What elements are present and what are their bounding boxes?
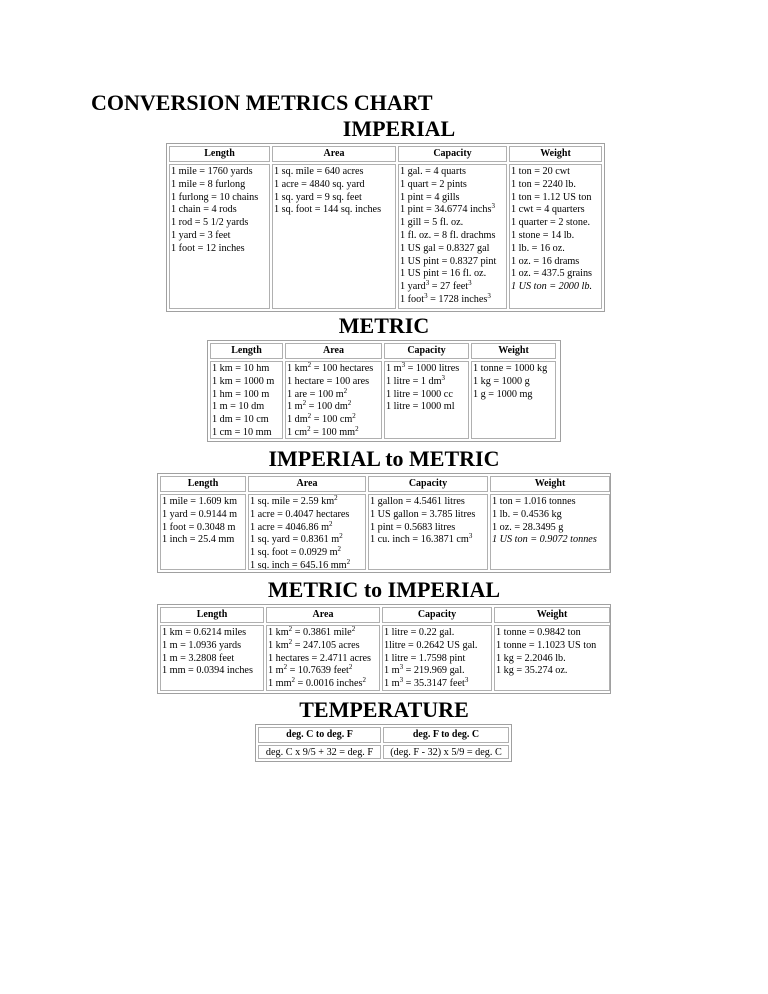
column-header: Weight (490, 476, 610, 492)
metric-table (207, 340, 561, 442)
conversion-line: 1 pint = 34.6774 inchs$^3$ (400, 202, 495, 216)
conversion-line: 1 $km^2 = 100$ hectares (287, 361, 374, 374)
metric-to-imperial-table (157, 604, 611, 694)
conversion-line: 1litre = 0.2642 US gal. (384, 639, 478, 651)
conversion-line: 1 km = 1000 m (212, 375, 275, 387)
column-header: Capacity (368, 476, 488, 492)
conversion-line: 1 fl. oz. = 8 fl. drachms (400, 229, 496, 241)
conversion-line: 1 $m^2 = 100$ $dm^2$ (287, 399, 352, 413)
conversion-line: 1 sq. inch = 645.16 $mm^2$ (250, 557, 351, 570)
table-cell (258, 745, 381, 759)
conversion-line: 1 ton = 2240 lb. (511, 178, 576, 190)
column-header: Weight (471, 343, 556, 359)
conversion-line: 1 gallon = 4.5461 litres (370, 496, 465, 507)
conversion-line: 1 chain = 4 rods (171, 204, 237, 216)
conversion-line: 1 $m^2 = 10.7639$ feet$^2$ (268, 663, 353, 677)
conversion-line: 1 acre = 4046.86 $m^2$ (250, 519, 333, 533)
metric-heading: METRIC (338, 313, 430, 338)
column-header: Length (210, 343, 283, 359)
table-cell (398, 164, 507, 309)
conversion-line: 1 foot = 12 inches (171, 242, 245, 254)
conversion-line: 1 ton = 1.12 US ton (511, 191, 592, 203)
conversion-line: 1 rod = 5 1/2 yards (171, 217, 249, 229)
column-header: Capacity (398, 146, 507, 162)
imperial-to-metric-heading: IMPERIAL to METRIC (268, 446, 500, 471)
table-cell (160, 625, 264, 691)
conversion-line: 1 kg = 2.2046 lb. (496, 652, 566, 664)
conversion-line: 1 km = 0.6214 miles (162, 627, 247, 638)
column-header: Weight (509, 146, 602, 162)
conversion-line: 1 furlong = 10 chains (171, 191, 259, 203)
conversion-line: 1 litre = 1000 cc (386, 388, 453, 400)
conversion-line: 1 dm = 10 cm (212, 414, 269, 426)
conversion-line: 1 ton = 20 cwt (511, 166, 570, 177)
conversion-line: deg. C x 9/5 + 32 = deg. F (265, 747, 374, 758)
page-title: CONVERSION METRICS CHART (91, 90, 433, 115)
conversion-line: 1 $dm^2 = 100$ $cm^2$ (287, 412, 356, 426)
conversion-line: 1 $km^2 = 0.3861$ mile$^2$ (268, 625, 356, 638)
conversion-line: 1 quart = 2 pints (400, 178, 467, 190)
conversion-line: 1 m = 10 dm (212, 401, 265, 413)
conversion-line: 1 hectares = 2.4711 acres (268, 652, 371, 664)
conversion-line: 1 mile = 8 furlong (171, 178, 246, 190)
table-cell (471, 361, 556, 439)
conversion-line: 1 m = 1.0936 yards (162, 639, 242, 651)
column-header: Capacity (384, 343, 469, 359)
imperial-table (166, 143, 605, 312)
column-header: Length (160, 607, 264, 623)
table-cell (169, 164, 270, 309)
conversion-line: 1 m = 3.2808 feet (162, 652, 235, 664)
conversion-line: 1 kg = 35.274 oz. (496, 665, 568, 677)
column-header: Capacity (382, 607, 492, 623)
table-cell (368, 494, 488, 570)
conversion-line: 1 sq. yard = 0.8361 $m^2$ (250, 532, 343, 546)
conversion-line: 1 lb. = 0.4536 kg (492, 508, 562, 520)
conversion-line: 1 hm = 100 m (212, 388, 270, 400)
conversion-line: 1 litre = 1000 ml (386, 401, 455, 413)
conversion-line: 1 $cm^2 = 100$ $mm^2$ (287, 424, 359, 438)
table-cell (382, 625, 492, 691)
conversion-line: 1 lb. = 16 oz. (511, 242, 565, 254)
column-header: deg. F to deg. C (383, 727, 509, 743)
conversion-line: 1 quarter = 2 stone. (511, 217, 591, 229)
conversion-line: 1 mile = 1.609 km (162, 496, 238, 507)
conversion-line: 1 US pint = 0.8327 pint (400, 255, 497, 267)
conversion-line: 1 foot = 0.3048 m (162, 521, 236, 533)
table-cell (384, 361, 469, 439)
imperial-heading: IMPERIAL (342, 116, 456, 141)
conversion-line: 1 sq. mile = 640 acres (274, 166, 364, 177)
conversion-line: 1 US gallon = 3.785 litres (370, 508, 476, 520)
conversion-line: 1 $m^3 = 1000$ litres (386, 361, 460, 374)
table-cell (266, 625, 380, 691)
conversion-line: 1 $mm^2 = 0.0016$ inches$^2$ (268, 676, 366, 690)
conversion-line: 1 stone = 14 lb. (511, 229, 575, 241)
conversion-line: 1 cwt = 4 quarters (511, 204, 585, 216)
conversion-line: (deg. F - 32) x 5/9 = deg. C (390, 747, 502, 758)
conversion-line: 1 km = 10 hm (212, 363, 270, 374)
column-header: Length (160, 476, 246, 492)
imperial-to-metric-table (157, 473, 611, 573)
conversion-line: 1 gal. = 4 quarts (400, 166, 467, 177)
conversion-line: 1 foot$^3$ = 1728 inches$^3$ (400, 291, 491, 305)
conversion-line: 1 oz. = 437.5 grains (511, 268, 593, 280)
table-cell (160, 494, 246, 570)
conversion-line: 1 sq. mile = 2.59 $km^2$ (250, 494, 338, 507)
conversion-line: 1 yard = 0.9144 m (162, 508, 238, 520)
conversion-line: 1 tonne = 1.1023 US ton (496, 639, 597, 651)
table-cell (383, 745, 509, 759)
conversion-line: 1 US pint = 16 fl. oz. (400, 268, 487, 280)
conversion-line: 1 g = 1000 mg (473, 388, 533, 400)
conversion-line: 1 oz. = 28.3495 g (492, 521, 564, 533)
conversion-line: 1 kg = 1000 g (473, 375, 530, 387)
conversion-line: 1 pint = 4 gills (400, 191, 460, 203)
temperature-heading: TEMPERATURE (299, 697, 469, 722)
conversion-line: 1 $m^3 = 35.3147$ feet$^3$ (384, 676, 469, 690)
column-header: Area (266, 607, 380, 623)
conversion-line: 1 yard$^3$ = 27 feet$^3$ (400, 279, 472, 293)
table-cell (272, 164, 396, 309)
conversion-line: 1 US ton = 0.9072 tonnes (492, 534, 597, 546)
column-header: Weight (494, 607, 610, 623)
column-header: Area (248, 476, 366, 492)
conversion-line: 1 mm = 0.0394 inches (162, 665, 253, 677)
conversion-line: 1 oz. = 16 drams (511, 255, 580, 267)
table-cell (248, 494, 366, 570)
conversion-line: 1 inch = 25.4 mm (162, 534, 235, 546)
conversion-line: 1 cu. inch = 16.3871 $cm^3$ (370, 532, 473, 546)
conversion-line: 1 acre = 0.4047 hectares (250, 508, 350, 520)
column-header: Area (285, 343, 382, 359)
table-cell (210, 361, 283, 439)
conversion-line: 1 mile = 1760 yards (171, 166, 253, 177)
conversion-line: 1 hectare = 100 ares (287, 375, 370, 387)
conversion-line: 1 cm = 10 mm (212, 426, 272, 438)
conversion-line: 1 tonne = 0.9842 ton (496, 627, 581, 638)
conversion-line: 1 sq. foot = 0.0929 $m^2$ (250, 545, 342, 559)
table-cell (509, 164, 602, 309)
conversion-line: 1 gill = 5 fl. oz. (400, 217, 464, 229)
conversion-line: 1 are = 100 $m^2$ (287, 386, 348, 400)
conversion-line: 1 US ton = 2000 lb. (511, 281, 593, 293)
table-cell (285, 361, 382, 439)
conversion-line: 1 litre = 1 $dm^3$ (386, 373, 446, 387)
column-header: deg. C to deg. F (258, 727, 381, 743)
conversion-line: 1 sq. yard = 9 sq. feet (274, 191, 362, 203)
temperature-table (255, 724, 512, 762)
conversion-line: 1 ton = 1.016 tonnes (492, 496, 576, 507)
conversion-line: 1 $m^3 = 219.969$ gal. (384, 663, 465, 677)
conversion-line: 1 $km^2 = 247.105$ acres (268, 637, 360, 651)
metric-to-imperial-heading: METRIC to IMPERIAL (267, 577, 501, 602)
conversion-line: 1 tonne = 1000 kg (473, 363, 548, 374)
conversion-line: 1 pint = 0.5683 litres (370, 521, 456, 533)
conversion-line: 1 yard = 3 feet (171, 229, 231, 241)
conversion-line: 1 litre = 1.7598 pint (384, 652, 466, 664)
conversion-line: 1 US gal = 0.8327 gal (400, 242, 490, 254)
conversion-line: 1 sq. foot = 144 sq. inches (274, 204, 382, 216)
table-cell (494, 625, 610, 691)
conversion-line: 1 litre = 0.22 gal. (384, 627, 455, 638)
table-cell (490, 494, 610, 570)
column-header: Length (169, 146, 270, 162)
column-header: Area (272, 146, 396, 162)
conversion-line: 1 acre = 4840 sq. yard (274, 178, 365, 190)
